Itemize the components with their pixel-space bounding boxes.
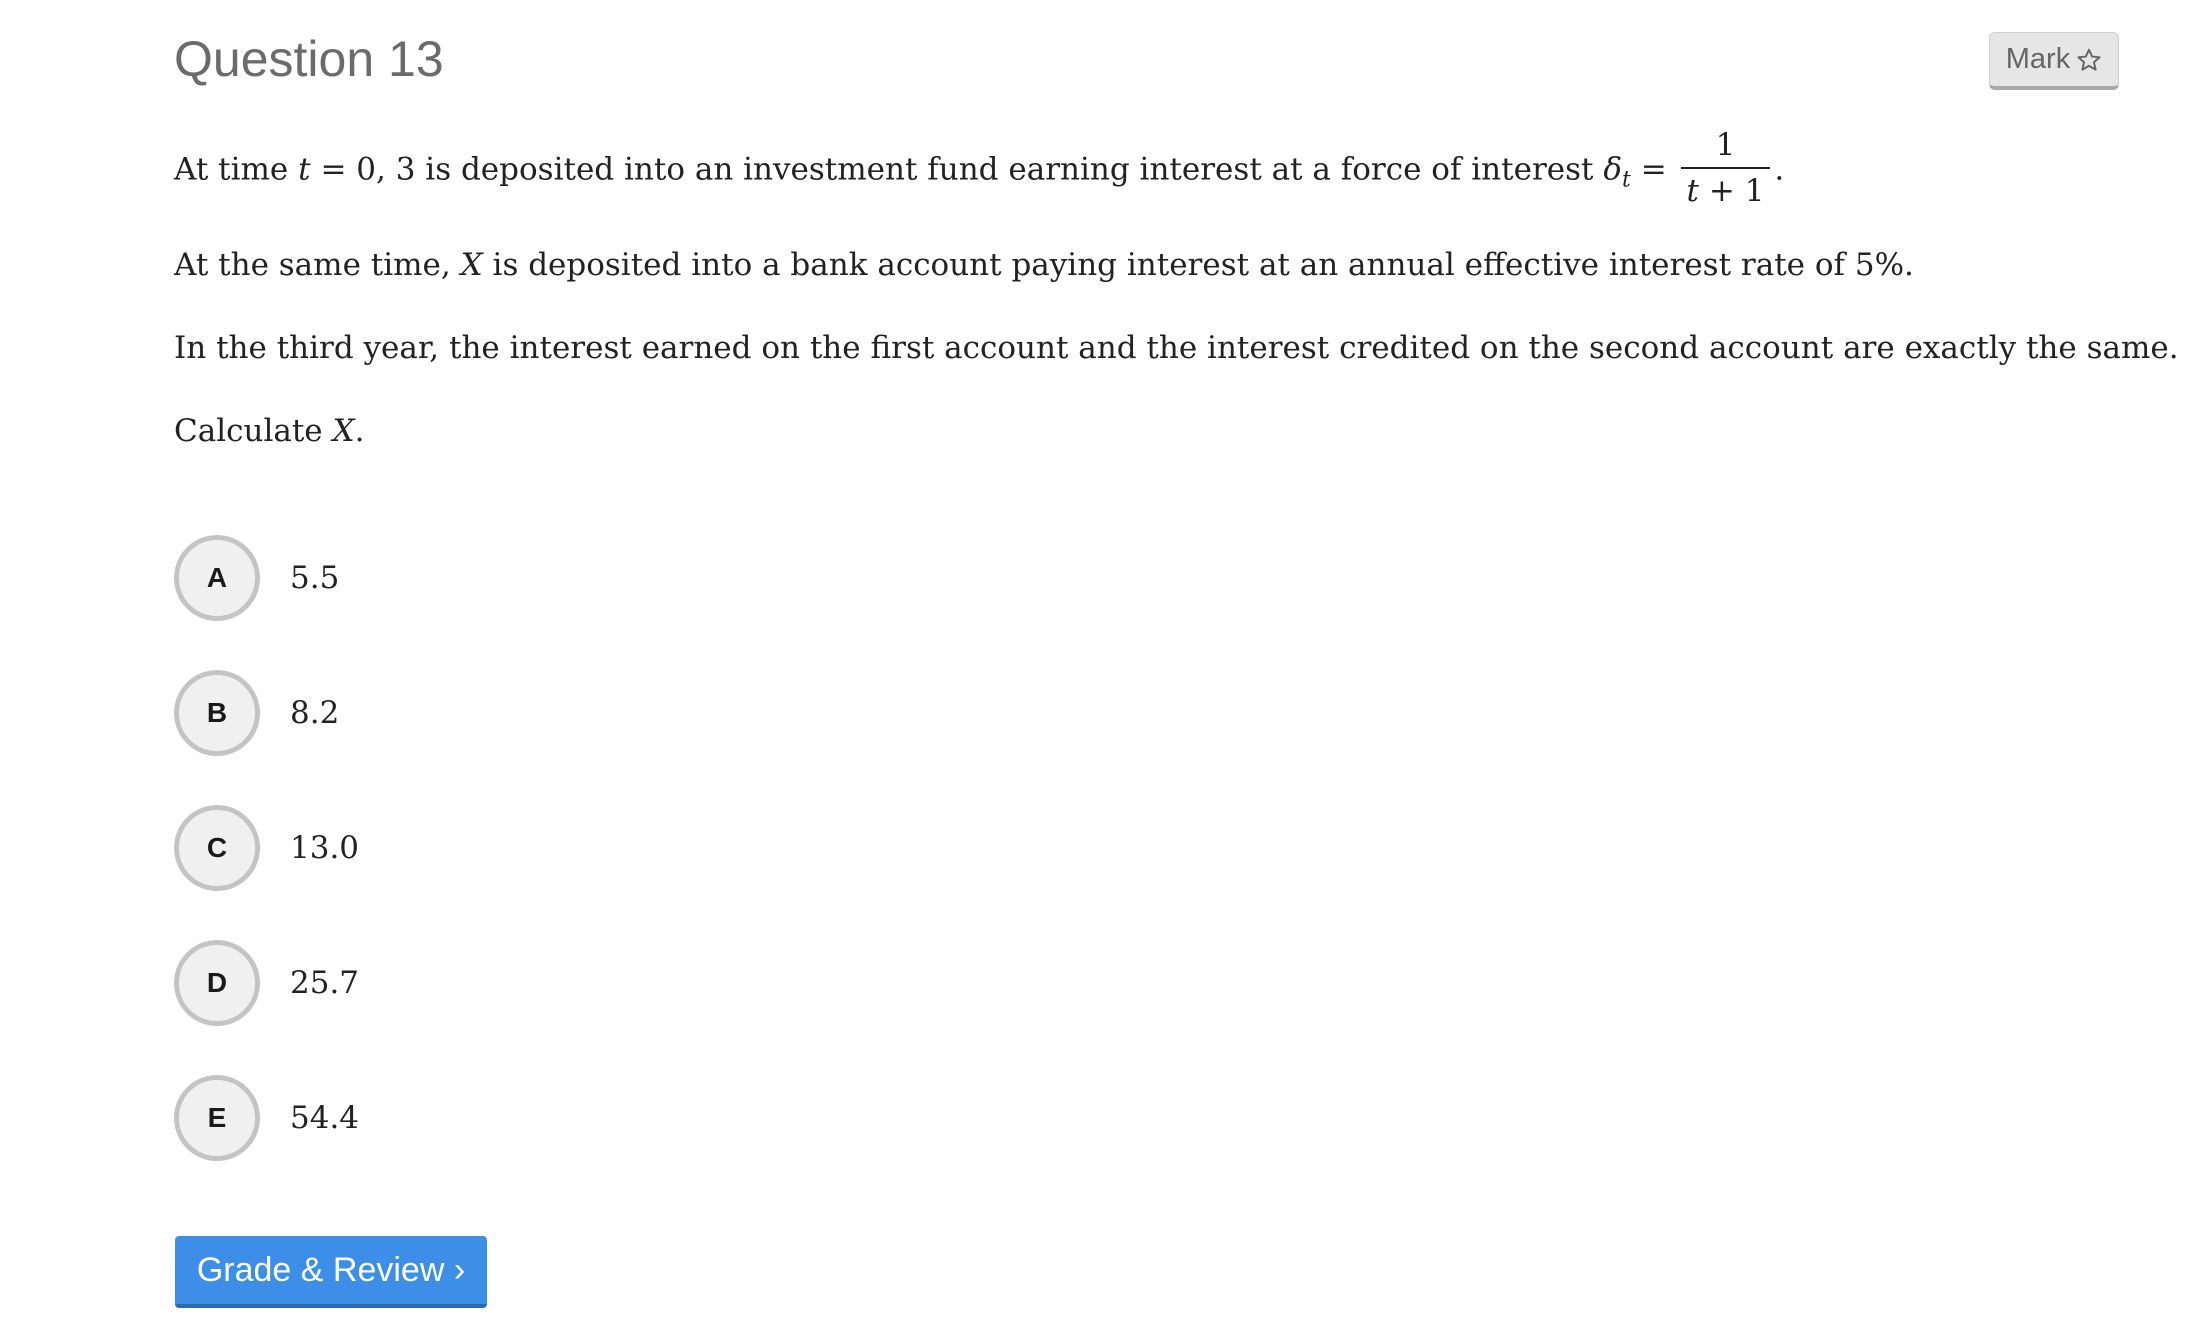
math-var-t: t xyxy=(1686,173,1700,209)
math-var-t: t xyxy=(298,151,311,188)
question-line-4 xyxy=(174,413,364,449)
question-line-2 xyxy=(174,247,1914,283)
option-letter-badge[interactable]: D xyxy=(174,940,260,1026)
question-text: At the same time, xyxy=(174,247,461,283)
question-line-3: In the third year, the interest earned on the first account and the interest credited on the second account are exactly the same. xyxy=(174,330,2179,366)
question-text: is deposited into a bank account paying interest at an annual effective interest rate of 5%. xyxy=(482,247,1914,283)
fraction-denominator xyxy=(1681,169,1771,209)
question-title: Question 13 xyxy=(174,31,444,87)
option-letter-badge[interactable]: B xyxy=(174,670,260,756)
grade-review-button[interactable]: Grade & Review › xyxy=(175,1236,487,1308)
fraction-denominator-rest: + 1 xyxy=(1699,173,1765,209)
option-letter-badge[interactable]: E xyxy=(174,1075,260,1161)
option-value: 5.5 xyxy=(290,560,340,596)
option-d[interactable] xyxy=(174,935,674,1031)
question-text: At time xyxy=(174,151,299,188)
question-text: = 0, 3 is deposited into an investment fund earning interest at a force of interest xyxy=(310,151,1604,188)
option-value: 25.7 xyxy=(290,965,360,1001)
math-fraction xyxy=(1681,127,1771,209)
math-var-x: X xyxy=(460,247,483,283)
fraction-numerator: 1 xyxy=(1681,127,1771,169)
question-text: Calculate xyxy=(174,413,333,449)
option-b[interactable] xyxy=(174,665,674,761)
math-var-x: X xyxy=(332,413,355,449)
math-delta-subscript: t xyxy=(1622,167,1631,193)
question-line-1 xyxy=(174,127,1785,220)
star-outline-icon xyxy=(2076,47,2102,73)
mark-button-label: Mark xyxy=(2005,43,2071,75)
question-text: . xyxy=(354,413,365,449)
option-value: 54.4 xyxy=(290,1100,360,1136)
option-e[interactable] xyxy=(174,1070,674,1166)
math-equals: = xyxy=(1630,151,1677,188)
option-letter-badge[interactable]: C xyxy=(174,805,260,891)
option-value: 13.0 xyxy=(290,830,360,866)
option-c[interactable] xyxy=(174,800,674,896)
math-delta: δ xyxy=(1603,151,1623,188)
option-value: 8.2 xyxy=(290,695,340,731)
math-period: . xyxy=(1774,151,1785,188)
option-letter-badge[interactable]: A xyxy=(174,535,260,621)
mark-button[interactable] xyxy=(1989,32,2119,90)
option-a[interactable] xyxy=(174,530,674,626)
